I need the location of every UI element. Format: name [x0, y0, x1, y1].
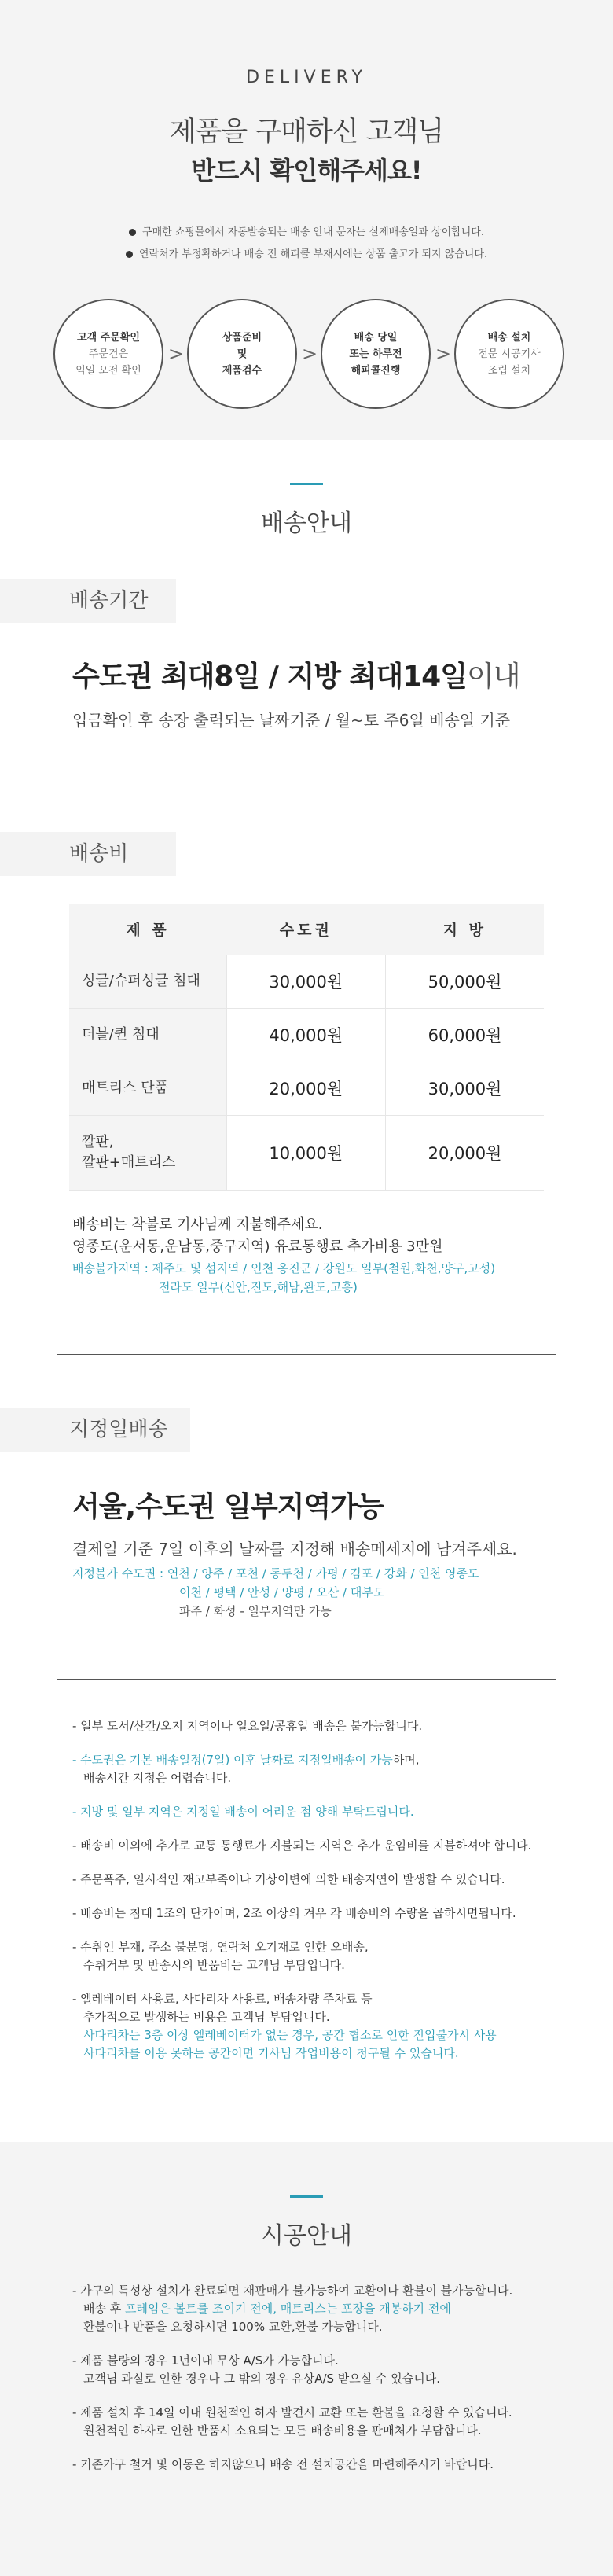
fee-table [69, 904, 544, 1191]
header-product: 제 품 [69, 904, 226, 955]
scheduled-headline: 서울,수도권 일부지역가능 [72, 1491, 384, 1523]
header-capital: 수도권 [226, 904, 386, 955]
delivery-notices [72, 1717, 575, 2078]
tag-delivery-fee: 배송비 [0, 832, 176, 876]
step-desc: 조립 설치 [487, 364, 531, 377]
section-title-install: 시공안내 [261, 2222, 352, 2250]
step-title: 배송 설치 [487, 331, 531, 344]
table-row [69, 955, 544, 1008]
step-desc: 전문 시공기사 [478, 348, 541, 360]
list-item: - 기존가구 철거 및 이동은 하지않으니 배송 전 설치공간을 마련해주시기 바랍니다. [72, 2457, 494, 2471]
step-title: 상품준비 [222, 331, 262, 344]
tag-delivery-period: 배송기간 [0, 579, 176, 623]
divider [57, 1354, 556, 1355]
capital-fee: 30,000원 [226, 955, 386, 1008]
local-fee: 60,000원 [386, 1008, 544, 1062]
install-notices [72, 2282, 591, 2490]
local-fee: 30,000원 [386, 1062, 544, 1115]
english-title: DELIVERY [246, 68, 367, 87]
list-item: - 제품 설치 후 14일 이내 원천적인 하자 발견시 교환 또는 환불을 요청할 수 있습니다. 원천적인 하자로 인한 반품시 소요되는 모든 배송비용을 판매처가 부담합니다. [72, 2405, 512, 2438]
product-name: 매트리스 단품 [69, 1062, 226, 1115]
step-product-prep [187, 299, 297, 409]
chevron-right-icon: > [302, 343, 318, 365]
list-item: - 제품 불량의 경우 1년이내 무상 A/S가 가능합니다. 고객님 과실로 인한 경우나 그 밖의 경우 유상A/S 받으실 수 있습니다. [72, 2353, 441, 2386]
step-order-confirm [53, 299, 163, 409]
hero-notes [0, 222, 613, 266]
step-happy-call [321, 299, 431, 409]
scheduled-unavailable-2: 이천 / 평택 / 안성 / 양평 / 오산 / 대부도 [179, 1585, 385, 1599]
list-item: - 일부 도서/산간/오지 지역이나 일요일/공휴일 배송은 불가능합니다. [72, 1719, 423, 1733]
step-desc: 제품검수 [222, 364, 262, 377]
hero-section [0, 0, 613, 440]
step-title: 배송 당일 [354, 331, 398, 344]
hero-title: 제품을 구매하신 고객님 [169, 116, 444, 148]
local-fee: 20,000원 [386, 1115, 544, 1190]
accent-line [290, 2195, 323, 2198]
section-title-delivery: 배송안내 [261, 510, 352, 537]
unavailable-regions: 배송불가지역 : 제주도 및 섬지역 / 인천 옹진군 / 강원도 일부(철원,화천,양구,고성) [72, 1261, 496, 1275]
list-item: - 가구의 특성상 설치가 완료되면 재판매가 불가능하여 교환이나 환불이 불가능합니다. 배송 후 프레임은 볼트를 조이기 전에, 매트리스는 포장을 개봉하기 전에 환불이나 반품을 요청하시면 100% 교환,환불 가능합니다. [72, 2283, 513, 2334]
list-item: - 수취인 부재, 주소 불분명, 연락처 오기재로 인한 오배송, 수취거부 및 반송시의 반품비는 고객님 부담입니다. [72, 1940, 369, 1972]
list-item: - 배송비 이외에 추가로 교통 통행료가 지불되는 지역은 추가 운임비를 지불하셔야 합니다. [72, 1838, 532, 1853]
bullet-icon [126, 251, 133, 258]
capital-fee: 20,000원 [226, 1062, 386, 1115]
hero-subtitle: 반드시 확인해주세요! [191, 156, 422, 186]
period-subtext: 입금확인 후 송장 출력되는 날짜기준 / 월~토 주6일 배송일 기준 [72, 711, 511, 730]
list-item: - 배송비는 침대 1조의 단가이며, 2조 이상의 겨우 각 배송비의 수량을 곱하시면됩니다. [72, 1906, 516, 1920]
capital-fee: 40,000원 [226, 1008, 386, 1062]
fee-note-toll: 영종도(운서동,운남동,중구지역) 유료통행료 추가비용 3만원 [72, 1238, 443, 1255]
table-row [69, 1115, 544, 1190]
accent-line [290, 483, 323, 485]
step-desc: 해피콜진행 [351, 364, 401, 377]
header-local: 지 방 [386, 904, 544, 955]
hero-note: 연락처가 부정확하거나 배송 전 해피콜 부재시에는 상품 출고가 되지 않습니다. [0, 244, 613, 266]
install-section [0, 2142, 613, 2576]
chevron-right-icon: > [168, 343, 185, 365]
scheduled-subtext: 결제일 기준 7일 이후의 날짜를 지정해 배송메세지에 남겨주세요. [72, 1540, 517, 1558]
table-row [69, 1008, 544, 1062]
step-desc: 및 [237, 348, 248, 360]
list-item: - 엘레베이터 사용료, 사다리차 사용료, 배송차량 주차료 등 추가적으로 발생하는 비용은 고객님 부담입니다. 사다리차는 3층 이상 엘레베이터가 없는 경우, 공간 협소로 인한 진입불가시 사용 사다리차를 이용 못하는 공간이면 기사님 작업비용이 청구될 수 있습니다. [72, 1992, 497, 2060]
period-headline: 수도권 최대8일 / 지방 최대14일이내 [72, 661, 520, 693]
divider [57, 1679, 556, 1680]
tag-scheduled-delivery: 지정일배송 [0, 1408, 190, 1452]
step-desc: 주문건은 [88, 348, 129, 360]
step-installation [454, 299, 564, 409]
list-item: - 지방 및 일부 지역은 지정일 배송이 어려운 점 양해 부탁드립니다. [72, 1805, 414, 1819]
scheduled-partial: 파주 / 화성 - 일부지역만 가능 [179, 1604, 332, 1618]
list-item: - 수도권은 기본 배송일정(7일) 이후 날짜로 지정일배송이 가능하며, 배송시간 지정은 어렵습니다. [72, 1753, 420, 1785]
scheduled-unavailable: 지정불가 수도권 : 연천 / 양주 / 포천 / 동두천 / 가평 / 김포 / 강화 / 인천 영종도 [72, 1566, 479, 1581]
table-row [69, 1062, 544, 1115]
bullet-icon [129, 229, 136, 236]
capital-fee: 10,000원 [226, 1115, 386, 1190]
process-steps [53, 299, 564, 409]
step-title: 고객 주문확인 [77, 331, 140, 344]
product-name: 깔판, 깔판+매트리스 [69, 1115, 226, 1190]
unavailable-regions-2: 전라도 일부(신안,진도,해남,완도,고흥) [159, 1280, 358, 1294]
fee-note-cod: 배송비는 착불로 기사님께 지불해주세요. [72, 1216, 323, 1233]
step-desc: 또는 하루전 [349, 348, 402, 360]
step-desc: 익일 오전 확인 [75, 364, 141, 377]
local-fee: 50,000원 [386, 955, 544, 1008]
product-name: 싱글/슈퍼싱글 침대 [69, 955, 226, 1008]
chevron-right-icon: > [435, 343, 452, 365]
hero-note: 구매한 쇼핑몰에서 자동발송되는 배송 안내 문자는 실제배송일과 상이합니다. [0, 222, 613, 244]
product-name: 더블/퀸 침대 [69, 1008, 226, 1062]
list-item: - 주문폭주, 일시적인 재고부족이나 기상이변에 의한 배송지연이 발생할 수 있습니다. [72, 1872, 505, 1886]
